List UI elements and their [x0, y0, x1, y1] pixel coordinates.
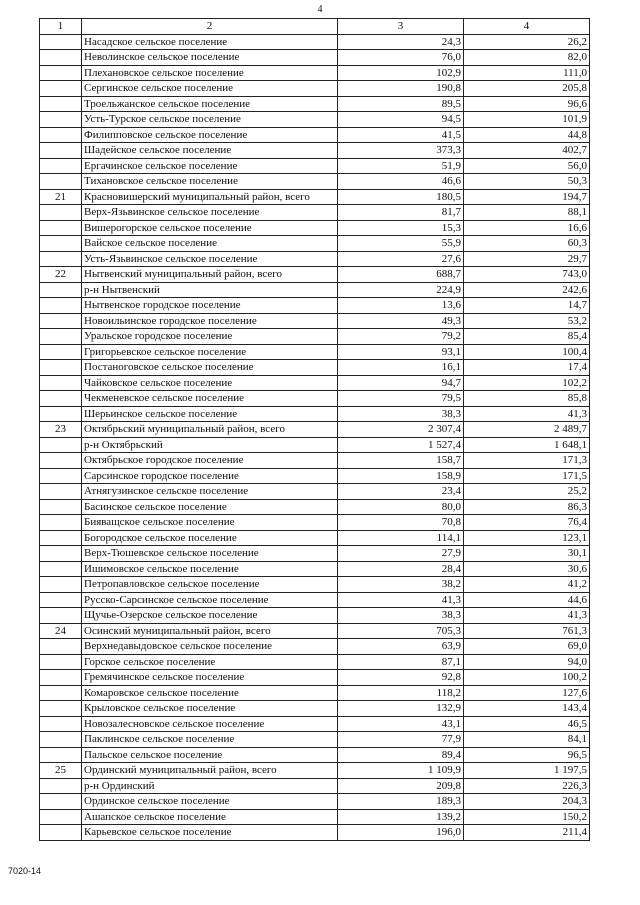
- row-value-col3: 55,9: [338, 236, 464, 252]
- row-name: Пальское сельское поселение: [82, 747, 338, 763]
- row-value-col3: 43,1: [338, 716, 464, 732]
- row-name: Верх-Язьвинское сельское поселение: [82, 205, 338, 221]
- table-row: [40, 406, 590, 422]
- table-row: [40, 375, 590, 391]
- row-value-col4: 86,3: [464, 499, 590, 515]
- table-row: [40, 329, 590, 345]
- row-value-col3: 28,4: [338, 561, 464, 577]
- row-number: [40, 794, 82, 810]
- row-number: [40, 515, 82, 531]
- row-value-col3: 24,3: [338, 34, 464, 50]
- row-number: [40, 716, 82, 732]
- row-value-col4: 30,6: [464, 561, 590, 577]
- row-number: [40, 825, 82, 841]
- row-number: [40, 670, 82, 686]
- row-value-col4: 84,1: [464, 732, 590, 748]
- row-name: Ергачинское сельское поселение: [82, 158, 338, 174]
- table-row: [40, 251, 590, 267]
- row-value-col4: 1 648,1: [464, 437, 590, 453]
- row-name: Гремячинское сельское поселение: [82, 670, 338, 686]
- row-number: [40, 592, 82, 608]
- row-value-col4: 226,3: [464, 778, 590, 794]
- row-value-col4: 143,4: [464, 701, 590, 717]
- row-value-col4: 25,2: [464, 484, 590, 500]
- table-row: [40, 592, 590, 608]
- table-row: [40, 50, 590, 66]
- table-row: [40, 608, 590, 624]
- table-row: [40, 778, 590, 794]
- row-number: [40, 360, 82, 376]
- header-col-3: 3: [338, 19, 464, 35]
- table-row: [40, 65, 590, 81]
- row-value-col3: 1 109,9: [338, 763, 464, 779]
- row-value-col4: 41,2: [464, 577, 590, 593]
- row-number: [40, 561, 82, 577]
- row-value-col3: 77,9: [338, 732, 464, 748]
- row-value-col4: 123,1: [464, 530, 590, 546]
- row-name: р-н Октябрьский: [82, 437, 338, 453]
- row-value-col3: 80,0: [338, 499, 464, 515]
- row-value-col4: 242,6: [464, 282, 590, 298]
- row-number: [40, 50, 82, 66]
- table-row: [40, 236, 590, 252]
- table-row: [40, 546, 590, 562]
- row-value-col3: 158,7: [338, 453, 464, 469]
- row-value-col3: 92,8: [338, 670, 464, 686]
- row-value-col4: 2 489,7: [464, 422, 590, 438]
- row-value-col3: 16,1: [338, 360, 464, 376]
- table-row: [40, 344, 590, 360]
- row-number: [40, 391, 82, 407]
- row-value-col3: 87,1: [338, 654, 464, 670]
- row-number: [40, 530, 82, 546]
- row-value-col3: 15,3: [338, 220, 464, 236]
- row-value-col3: 224,9: [338, 282, 464, 298]
- row-name: Насадское сельское поселение: [82, 34, 338, 50]
- table-row: [40, 623, 590, 639]
- row-value-col4: 402,7: [464, 143, 590, 159]
- table-row: [40, 127, 590, 143]
- row-value-col4: 761,3: [464, 623, 590, 639]
- row-name: Нытвенский муниципальный район, всего: [82, 267, 338, 283]
- row-name: Сарсинское городское поселение: [82, 468, 338, 484]
- table-row: [40, 34, 590, 50]
- table-row: [40, 794, 590, 810]
- row-name: Чекменевское сельское поселение: [82, 391, 338, 407]
- row-value-col4: 96,5: [464, 747, 590, 763]
- row-value-col3: 94,5: [338, 112, 464, 128]
- row-value-col3: 51,9: [338, 158, 464, 174]
- table-row: [40, 825, 590, 841]
- row-value-col4: 85,4: [464, 329, 590, 345]
- row-value-col4: 102,2: [464, 375, 590, 391]
- row-value-col3: 196,0: [338, 825, 464, 841]
- table-row: [40, 360, 590, 376]
- table-row: [40, 189, 590, 205]
- table-row: [40, 732, 590, 748]
- row-value-col3: 49,3: [338, 313, 464, 329]
- row-name: р-н Нытвенский: [82, 282, 338, 298]
- row-number: [40, 701, 82, 717]
- row-number: 25: [40, 763, 82, 779]
- header-col-2: 2: [82, 19, 338, 35]
- row-value-col3: 70,8: [338, 515, 464, 531]
- table-row: [40, 453, 590, 469]
- row-name: Атнягузинское сельское поселение: [82, 484, 338, 500]
- row-value-col4: 100,2: [464, 670, 590, 686]
- row-number: [40, 96, 82, 112]
- table-row: [40, 437, 590, 453]
- row-number: [40, 251, 82, 267]
- row-number: [40, 654, 82, 670]
- row-number: [40, 778, 82, 794]
- row-value-col3: 114,1: [338, 530, 464, 546]
- row-name: Ординский муниципальный район, всего: [82, 763, 338, 779]
- row-value-col4: 46,5: [464, 716, 590, 732]
- row-value-col4: 41,3: [464, 406, 590, 422]
- row-name: Ишимовское сельское поселение: [82, 561, 338, 577]
- row-value-col3: 93,1: [338, 344, 464, 360]
- table-row: [40, 530, 590, 546]
- row-number: [40, 127, 82, 143]
- row-name: Сергинское сельское поселение: [82, 81, 338, 97]
- row-name: Карьевское сельское поселение: [82, 825, 338, 841]
- row-number: [40, 174, 82, 190]
- row-value-col4: 111,0: [464, 65, 590, 81]
- table-row: [40, 174, 590, 190]
- row-value-col3: 158,9: [338, 468, 464, 484]
- row-number: [40, 205, 82, 221]
- row-name: Щучье-Озерское сельское поселение: [82, 608, 338, 624]
- table-row: [40, 561, 590, 577]
- row-number: 22: [40, 267, 82, 283]
- row-name: Богородское сельское поселение: [82, 530, 338, 546]
- row-value-col3: 180,5: [338, 189, 464, 205]
- row-value-col3: 688,7: [338, 267, 464, 283]
- row-value-col4: 204,3: [464, 794, 590, 810]
- row-value-col4: 60,3: [464, 236, 590, 252]
- row-value-col4: 100,4: [464, 344, 590, 360]
- row-value-col3: 190,8: [338, 81, 464, 97]
- table-row: [40, 515, 590, 531]
- row-value-col3: 27,9: [338, 546, 464, 562]
- row-name: Чайковское сельское поселение: [82, 375, 338, 391]
- row-value-col4: 41,3: [464, 608, 590, 624]
- row-value-col3: 27,6: [338, 251, 464, 267]
- row-value-col4: 14,7: [464, 298, 590, 314]
- row-name: Троельжанское сельское поселение: [82, 96, 338, 112]
- row-value-col4: 88,1: [464, 205, 590, 221]
- row-number: [40, 236, 82, 252]
- row-name: Нытвенское городское поселение: [82, 298, 338, 314]
- header-col-4: 4: [464, 19, 590, 35]
- row-number: [40, 484, 82, 500]
- row-number: [40, 577, 82, 593]
- row-value-col3: 89,4: [338, 747, 464, 763]
- row-name: Русско-Сарсинское сельское поселение: [82, 592, 338, 608]
- row-name: Усть-Язьвинское сельское поселение: [82, 251, 338, 267]
- row-name: Новозалесновское сельское поселение: [82, 716, 338, 732]
- row-number: 21: [40, 189, 82, 205]
- row-value-col3: 41,3: [338, 592, 464, 608]
- row-value-col4: 82,0: [464, 50, 590, 66]
- row-name: Паклинское сельское поселение: [82, 732, 338, 748]
- row-value-col3: 76,0: [338, 50, 464, 66]
- row-value-col3: 132,9: [338, 701, 464, 717]
- row-number: [40, 158, 82, 174]
- row-value-col4: 94,0: [464, 654, 590, 670]
- page-number: 4: [317, 4, 323, 15]
- table-row: [40, 143, 590, 159]
- row-name: Ашапское сельское поселение: [82, 809, 338, 825]
- row-value-col4: 44,6: [464, 592, 590, 608]
- row-value-col4: 56,0: [464, 158, 590, 174]
- row-name: Усть-Турское сельское поселение: [82, 112, 338, 128]
- table-row: [40, 267, 590, 283]
- row-value-col4: 205,8: [464, 81, 590, 97]
- row-name: Крыловское сельское поселение: [82, 701, 338, 717]
- row-number: [40, 608, 82, 624]
- row-value-col3: 209,8: [338, 778, 464, 794]
- table-row: [40, 670, 590, 686]
- row-name: Бияващское сельское поселение: [82, 515, 338, 531]
- row-name: Григорьевское сельское поселение: [82, 344, 338, 360]
- row-name: Тихановское сельское поселение: [82, 174, 338, 190]
- row-number: [40, 809, 82, 825]
- row-number: [40, 298, 82, 314]
- row-number: [40, 81, 82, 97]
- row-value-col3: 373,3: [338, 143, 464, 159]
- row-value-col3: 118,2: [338, 685, 464, 701]
- row-value-col4: 96,6: [464, 96, 590, 112]
- row-value-col4: 211,4: [464, 825, 590, 841]
- header-col-1: 1: [40, 19, 82, 35]
- table-row: [40, 639, 590, 655]
- row-value-col4: 29,7: [464, 251, 590, 267]
- row-number: [40, 220, 82, 236]
- table-row: [40, 282, 590, 298]
- table-row: [40, 577, 590, 593]
- row-value-col3: 41,5: [338, 127, 464, 143]
- row-name: Неволинское сельское поселение: [82, 50, 338, 66]
- row-value-col3: 46,6: [338, 174, 464, 190]
- row-number: [40, 406, 82, 422]
- data-table: [39, 18, 590, 841]
- row-value-col4: 76,4: [464, 515, 590, 531]
- header-row: [40, 19, 590, 35]
- row-value-col3: 13,6: [338, 298, 464, 314]
- row-value-col4: 85,8: [464, 391, 590, 407]
- row-name: Осинский муниципальный район, всего: [82, 623, 338, 639]
- row-value-col4: 150,2: [464, 809, 590, 825]
- row-value-col4: 1 197,5: [464, 763, 590, 779]
- table-row: [40, 158, 590, 174]
- table-row: [40, 422, 590, 438]
- row-name: Октябрьский муниципальный район, всего: [82, 422, 338, 438]
- row-number: [40, 732, 82, 748]
- row-name: Плехановское сельское поселение: [82, 65, 338, 81]
- row-number: [40, 437, 82, 453]
- table-row: [40, 701, 590, 717]
- row-name: Филипповское сельское поселение: [82, 127, 338, 143]
- table-row: [40, 205, 590, 221]
- row-name: Вайское сельское поселение: [82, 236, 338, 252]
- row-number: [40, 344, 82, 360]
- row-value-col3: 89,5: [338, 96, 464, 112]
- table-row: [40, 747, 590, 763]
- table-row: [40, 685, 590, 701]
- table-row: [40, 499, 590, 515]
- table-body: [40, 34, 590, 840]
- row-number: 24: [40, 623, 82, 639]
- row-value-col4: 171,3: [464, 453, 590, 469]
- row-value-col3: 705,3: [338, 623, 464, 639]
- row-value-col4: 101,9: [464, 112, 590, 128]
- row-value-col4: 194,7: [464, 189, 590, 205]
- row-value-col4: 171,5: [464, 468, 590, 484]
- table-row: [40, 654, 590, 670]
- table-row: [40, 313, 590, 329]
- row-value-col4: 69,0: [464, 639, 590, 655]
- table-row: [40, 484, 590, 500]
- row-value-col4: 26,2: [464, 34, 590, 50]
- row-name: р-н Ординский: [82, 778, 338, 794]
- row-name: Уральское городское поселение: [82, 329, 338, 345]
- row-value-col3: 38,3: [338, 608, 464, 624]
- row-number: [40, 34, 82, 50]
- row-value-col4: 30,1: [464, 546, 590, 562]
- footer-code: 7020-14: [8, 866, 42, 876]
- table-row: [40, 716, 590, 732]
- row-value-col3: 38,2: [338, 577, 464, 593]
- row-number: [40, 282, 82, 298]
- row-number: 23: [40, 422, 82, 438]
- row-name: Октябрьское городское поселение: [82, 453, 338, 469]
- row-name: Горское сельское поселение: [82, 654, 338, 670]
- row-number: [40, 747, 82, 763]
- row-value-col4: 53,2: [464, 313, 590, 329]
- row-value-col3: 102,9: [338, 65, 464, 81]
- row-value-col4: 50,3: [464, 174, 590, 190]
- row-name: Комаровское сельское поселение: [82, 685, 338, 701]
- row-value-col4: 743,0: [464, 267, 590, 283]
- row-name: Басинское сельское поселение: [82, 499, 338, 515]
- row-number: [40, 499, 82, 515]
- row-value-col3: 63,9: [338, 639, 464, 655]
- row-value-col4: 127,6: [464, 685, 590, 701]
- row-value-col3: 94,7: [338, 375, 464, 391]
- row-name: Верх-Тюшевское сельское поселение: [82, 546, 338, 562]
- row-number: [40, 685, 82, 701]
- row-value-col4: 44,8: [464, 127, 590, 143]
- row-name: Постаноговское сельское поселение: [82, 360, 338, 376]
- row-number: [40, 313, 82, 329]
- row-name: Ординское сельское поселение: [82, 794, 338, 810]
- row-name: Новоильинское городское поселение: [82, 313, 338, 329]
- row-name: Петропавловское сельское поселение: [82, 577, 338, 593]
- row-number: [40, 143, 82, 159]
- row-value-col3: 139,2: [338, 809, 464, 825]
- table-row: [40, 96, 590, 112]
- row-number: [40, 546, 82, 562]
- row-value-col3: 81,7: [338, 205, 464, 221]
- row-name: Красновишерский муниципальный район, всего: [82, 189, 338, 205]
- table-row: [40, 468, 590, 484]
- row-number: [40, 468, 82, 484]
- row-number: [40, 112, 82, 128]
- row-value-col3: 38,3: [338, 406, 464, 422]
- row-number: [40, 329, 82, 345]
- row-number: [40, 375, 82, 391]
- row-name: Вишерогорское сельское поселение: [82, 220, 338, 236]
- table-row: [40, 391, 590, 407]
- table-row: [40, 112, 590, 128]
- row-value-col4: 17,4: [464, 360, 590, 376]
- row-value-col4: 16,6: [464, 220, 590, 236]
- row-value-col3: 79,5: [338, 391, 464, 407]
- table-row: [40, 298, 590, 314]
- row-value-col3: 189,3: [338, 794, 464, 810]
- row-name: Верхнедавыдовское сельское поселение: [82, 639, 338, 655]
- row-number: [40, 453, 82, 469]
- table-row: [40, 81, 590, 97]
- table-row: [40, 220, 590, 236]
- row-value-col3: 1 527,4: [338, 437, 464, 453]
- row-name: Шерьинское сельское поселение: [82, 406, 338, 422]
- table-row: [40, 763, 590, 779]
- row-name: Шадейское сельское поселение: [82, 143, 338, 159]
- row-number: [40, 639, 82, 655]
- row-value-col3: 79,2: [338, 329, 464, 345]
- row-value-col3: 23,4: [338, 484, 464, 500]
- row-number: [40, 65, 82, 81]
- table-row: [40, 809, 590, 825]
- row-value-col3: 2 307,4: [338, 422, 464, 438]
